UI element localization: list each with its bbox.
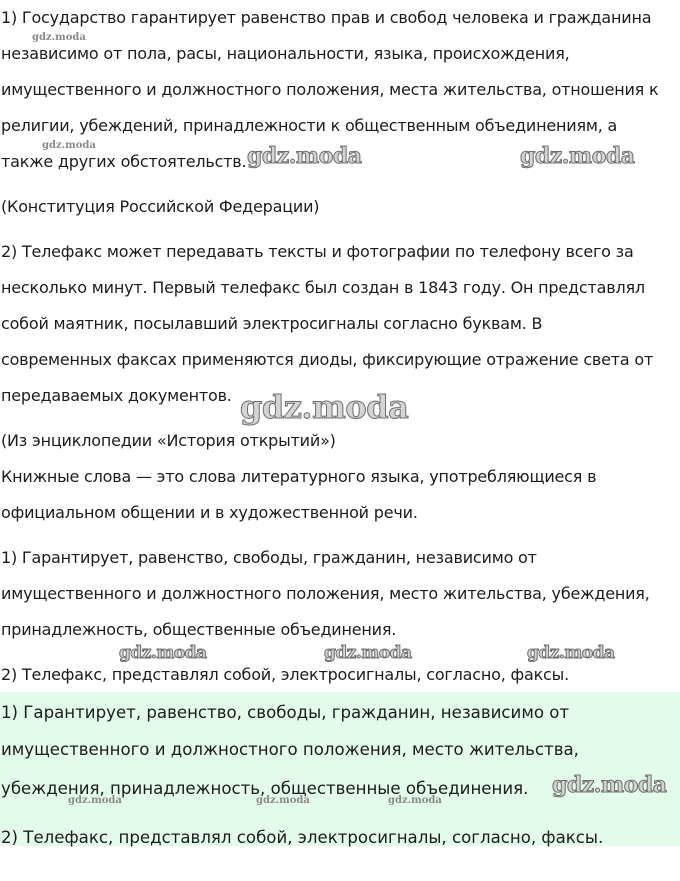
text-line-13: Книжные слова — это слова литературного языка, употребляющиеся в [1, 467, 597, 486]
watermark: gdz.moda [527, 643, 615, 663]
watermark: gdz.moda [520, 143, 635, 169]
text-line-2: независимо от пола, расы, национальности, языка, происхождения, [1, 44, 570, 63]
text-line-15: 1) Гарантирует, равенство, свободы, гражданин, независимо от [1, 548, 537, 567]
highlighted-line-3: убеждения, принадлежность, общественные объединения. [1, 779, 529, 798]
text-line-3: имущественного и должностного положения, места жительства, отношения к [1, 80, 659, 99]
watermark: gdz.moda [119, 643, 207, 663]
text-line-9: собой маятник, посылавший электросигналы согласно буквам. В [1, 314, 543, 333]
text-line-5: также других обстоятельств. [1, 152, 247, 171]
watermark: gdz.moda [68, 795, 122, 806]
text-line-1: 1) Государство гарантирует равенство прав и свобод человека и гражданина [1, 8, 652, 27]
text-line-8: несколько минут. Первый телефакс был создан в 1843 году. Он представлял [1, 278, 645, 297]
text-line-18: 2) Телефакс, представлял собой, электросигналы, согласно, факсы. [1, 665, 569, 684]
highlighted-line-4: 2) Телефакс, представлял собой, электросигналы, согласно, факсы. [1, 828, 604, 847]
watermark: gdz.moda [552, 772, 667, 798]
source-encyclopedia: (Из энциклопедии «История открытий») [1, 431, 336, 450]
text-line-10: современных факсах применяются диоды, фиксирующие отражение света от [1, 350, 654, 369]
watermark: gdz.moda [324, 643, 412, 663]
text-line-11: передаваемых документов. [1, 386, 232, 405]
highlighted-line-1: 1) Гарантирует, равенство, свободы, гражданин, независимо от [1, 703, 570, 722]
highlighted-line-2: имущественного и должностного положения, место жительства, [1, 740, 579, 759]
watermark: gdz.moda [240, 388, 409, 426]
watermark: gdz.moda [247, 143, 362, 169]
text-line-4: религии, убеждений, принадлежности к общественным объединениям, а [1, 116, 618, 135]
watermark: gdz.moda [42, 140, 96, 151]
text-line-7: 2) Телефакс может передавать тексты и фотографии по телефону всего за [1, 242, 634, 261]
text-line-14: официальном общении и в художественной речи. [1, 503, 418, 522]
watermark: gdz.moda [388, 795, 442, 806]
text-line-16: имущественного и должностного положения, место жительства, убеждения, [1, 584, 650, 603]
watermark: gdz.moda [256, 795, 310, 806]
text-line-17: принадлежность, общественные объединения. [1, 620, 397, 639]
watermark: gdz.moda [32, 32, 86, 43]
source-constitution: (Конституция Российской Федерации) [1, 197, 320, 216]
